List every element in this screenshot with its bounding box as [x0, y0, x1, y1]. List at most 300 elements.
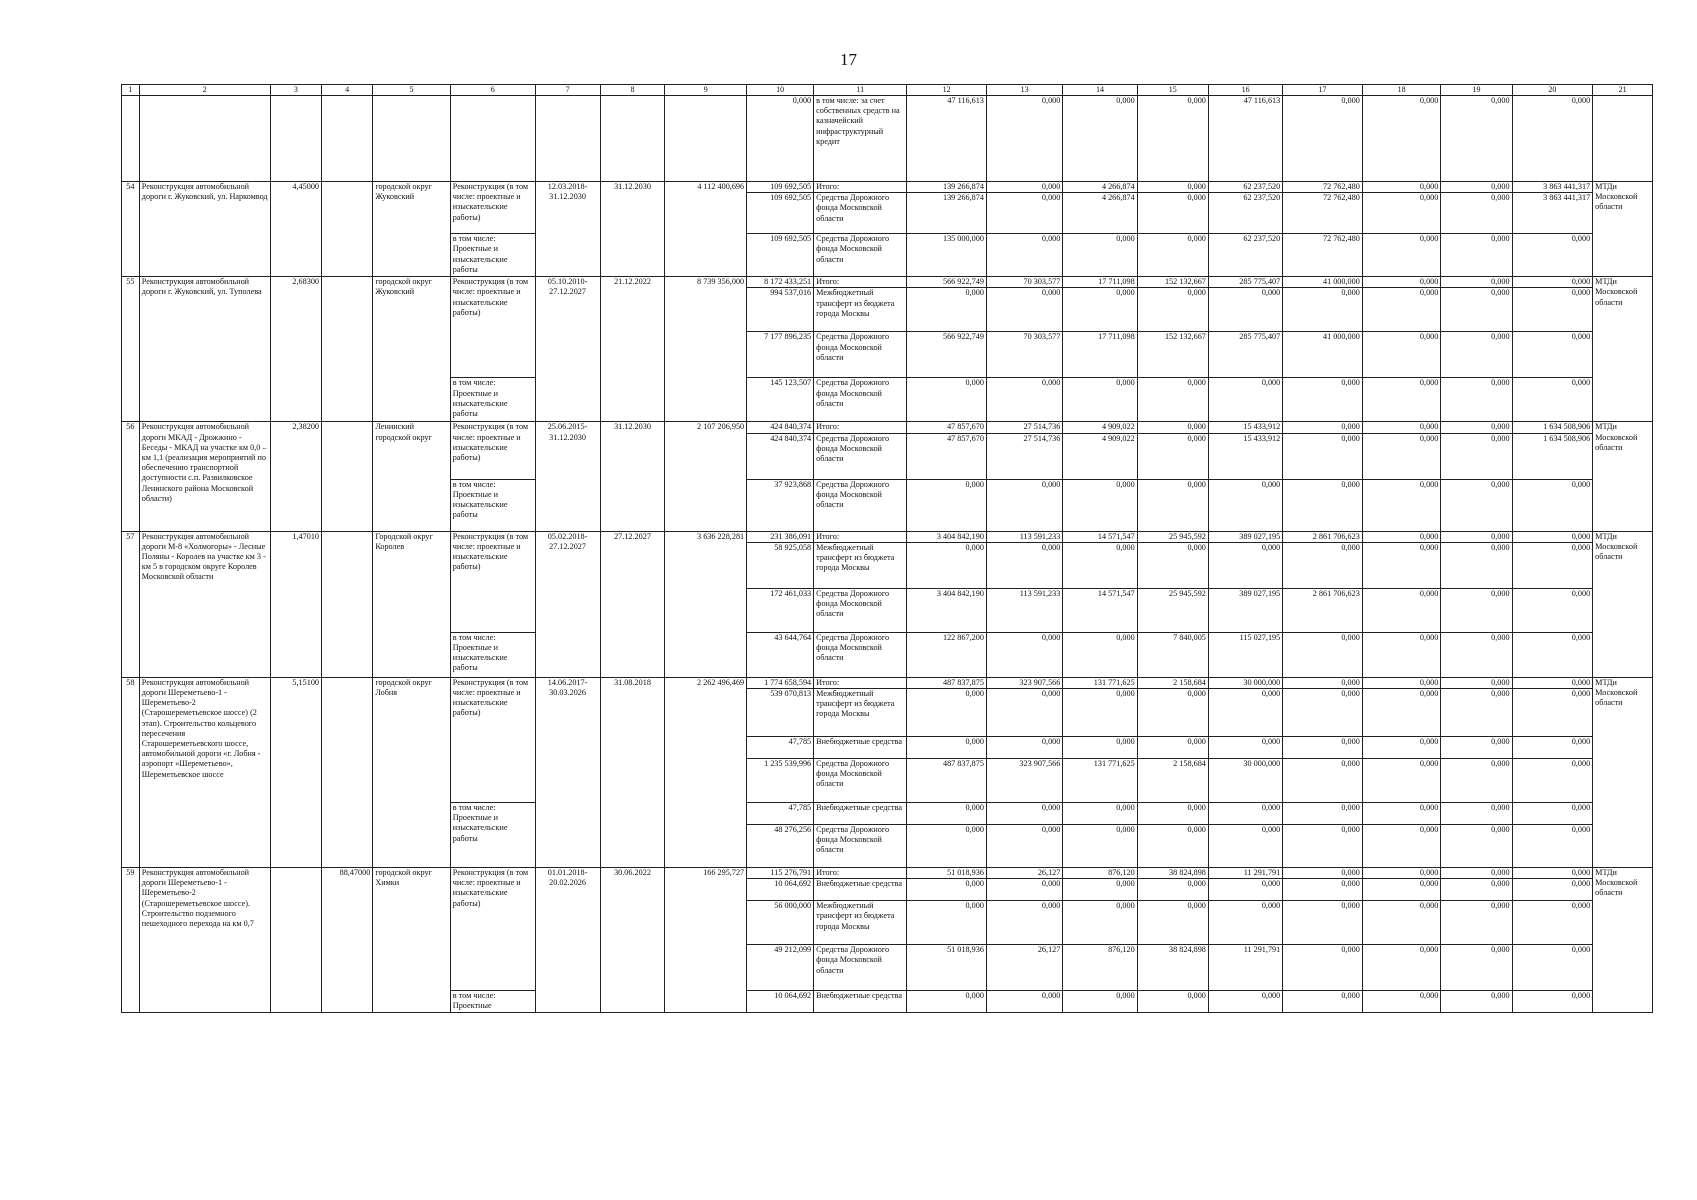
funding-source: Средства Дорожного фонда Московской области [814, 332, 907, 378]
year-amount: 0,000 [986, 803, 1062, 825]
funding-source: Итого: [814, 182, 907, 193]
year-amount: 0,000 [1063, 542, 1137, 588]
year-amount: 0,000 [1283, 632, 1363, 677]
year-amount: 0,000 [1362, 234, 1441, 277]
continuation-value: 0,000 [1512, 96, 1593, 182]
year-amount: 0,000 [1362, 531, 1441, 542]
year-amount: 0,000 [1283, 879, 1363, 901]
table-row [122, 677, 1653, 688]
funding-source: Межбюджетный трансферт из бюджета города Москвы [814, 689, 907, 737]
funding-source: Внебюджетные средства [814, 879, 907, 901]
financed-amount: 7 177 896,235 [747, 332, 814, 378]
year-amount: 0,000 [1283, 542, 1363, 588]
year-amount: 115 027,195 [1208, 632, 1282, 677]
funding-source: Итого: [814, 868, 907, 879]
year-amount: 0,000 [1441, 759, 1512, 803]
year-amount: 135 000,000 [907, 234, 987, 277]
responsible-body: МТДи Московской области [1593, 277, 1653, 422]
year-amount: 0,000 [1362, 433, 1441, 479]
year-amount: 0,000 [986, 479, 1062, 531]
year-amount: 0,000 [1441, 193, 1512, 234]
financed-amount: 37 923,868 [747, 479, 814, 531]
year-amount: 0,000 [986, 737, 1062, 759]
year-amount: 0,000 [1137, 378, 1208, 422]
year-amount: 389 027,195 [1208, 531, 1282, 542]
year-amount: 0,000 [1512, 879, 1593, 901]
year-amount: 17 711,098 [1063, 277, 1137, 288]
empty-cell [270, 96, 321, 182]
project-name: Реконструкция автомобильной дороги г. Жуковский, ул. Туполева [139, 277, 270, 422]
project-number: 54 [122, 182, 140, 277]
column-number-cell: 21 [1593, 85, 1653, 96]
year-amount: 30 000,000 [1208, 677, 1282, 688]
year-amount: 0,000 [1283, 945, 1363, 991]
financed-amount: 109 692,505 [747, 234, 814, 277]
completion-date: 31.12.2030 [600, 182, 665, 277]
year-amount: 0,000 [1137, 879, 1208, 901]
continuation-value: 0,000 [1362, 96, 1441, 182]
year-amount: 7 840,005 [1137, 632, 1208, 677]
financed-amount: 172 461,033 [747, 588, 814, 632]
year-amount: 27 514,736 [986, 433, 1062, 479]
funding-source: Итого: [814, 422, 907, 433]
year-amount: 0,000 [1063, 632, 1137, 677]
year-amount: 0,000 [1441, 901, 1512, 945]
year-amount: 0,000 [1137, 193, 1208, 234]
year-amount: 0,000 [1208, 737, 1282, 759]
work-period: 05.10.2010-27.12.2027 [535, 277, 600, 422]
year-amount: 0,000 [986, 182, 1062, 193]
estimated-cost: 3 636 228,281 [665, 531, 747, 677]
year-amount: 0,000 [1137, 182, 1208, 193]
year-amount: 0,000 [986, 234, 1062, 277]
financed-amount: 424 840,374 [747, 433, 814, 479]
year-amount: 0,000 [1283, 737, 1363, 759]
funding-source: Внебюджетные средства [814, 991, 907, 1013]
column-number-cell: 10 [747, 85, 814, 96]
year-amount: 0,000 [1441, 277, 1512, 288]
project-name: Реконструкция автомобильной дороги Шереметьево-1 - Шереметьево-2 (Старошереметьевское шоссе) (2 этап). Строительство кольцевого пересечения Старошереметьевского шоссе, автомобильной дороги «г. Лобня - аэропорт «Шереметьево», Шереметьевское шоссе [139, 677, 270, 867]
year-amount: 0,000 [1063, 879, 1137, 901]
continuation-value: 0,000 [1137, 96, 1208, 182]
year-amount: 0,000 [1137, 433, 1208, 479]
year-amount: 0,000 [1362, 901, 1441, 945]
completion-date: 31.12.2030 [600, 422, 665, 531]
year-amount: 0,000 [1063, 825, 1137, 868]
funding-source: Итого: [814, 277, 907, 288]
year-amount: 389 027,195 [1208, 588, 1282, 632]
municipality: городской округ Жуковский [373, 277, 450, 422]
funding-source: Средства Дорожного фонда Московской области [814, 588, 907, 632]
year-amount: 0,000 [1283, 868, 1363, 879]
year-amount: 0,000 [1441, 234, 1512, 277]
empty-cell [122, 96, 140, 182]
year-amount: 0,000 [1441, 825, 1512, 868]
year-amount: 0,000 [1441, 588, 1512, 632]
estimated-cost: 166 295,727 [665, 868, 747, 1013]
year-amount: 0,000 [1208, 542, 1282, 588]
continuation-value: 0,000 [1441, 96, 1512, 182]
financed-amount: 1 774 658,594 [747, 677, 814, 688]
empty-cell [665, 96, 747, 182]
estimated-cost: 2 262 496,469 [665, 677, 747, 867]
year-amount: 0,000 [1137, 234, 1208, 277]
year-amount: 62 237,520 [1208, 182, 1282, 193]
year-amount: 0,000 [1137, 901, 1208, 945]
year-amount: 0,000 [1208, 879, 1282, 901]
year-amount: 0,000 [1362, 632, 1441, 677]
municipality: Городской округ Королев [373, 531, 450, 677]
year-amount: 0,000 [1063, 991, 1137, 1013]
year-amount: 1 634 508,906 [1512, 422, 1593, 433]
responsible-body: МТДи Московской области [1593, 677, 1653, 867]
year-amount: 0,000 [1441, 737, 1512, 759]
year-amount: 285 775,407 [1208, 332, 1282, 378]
table-row [122, 531, 1653, 542]
year-amount: 131 771,625 [1063, 759, 1137, 803]
estimated-cost: 8 739 356,000 [665, 277, 747, 422]
column-number-cell: 3 [270, 85, 321, 96]
year-amount: 131 771,625 [1063, 677, 1137, 688]
continuation-value: 47 116,613 [1208, 96, 1282, 182]
year-amount: 0,000 [986, 193, 1062, 234]
year-amount: 0,000 [986, 378, 1062, 422]
column-number-row [122, 85, 1653, 96]
year-amount: 0,000 [1362, 182, 1441, 193]
year-amount: 72 762,480 [1283, 182, 1363, 193]
year-amount: 30 000,000 [1208, 759, 1282, 803]
year-amount: 0,000 [1137, 737, 1208, 759]
estimated-cost: 4 112 400,696 [665, 182, 747, 277]
financed-amount: 43 644,764 [747, 632, 814, 677]
year-amount: 47 857,670 [907, 433, 987, 479]
funding-source: Итого: [814, 531, 907, 542]
year-amount: 0,000 [1063, 288, 1137, 332]
year-amount: 17 711,098 [1063, 332, 1137, 378]
year-amount: 0,000 [1512, 825, 1593, 868]
column-number-cell: 12 [907, 85, 987, 96]
year-amount: 0,000 [1512, 901, 1593, 945]
completion-date: 30.06.2022 [600, 868, 665, 1013]
responsible-body: МТДи Московской области [1593, 868, 1653, 1013]
year-amount: 0,000 [1362, 737, 1441, 759]
year-amount: 25 945,592 [1137, 588, 1208, 632]
year-amount: 0,000 [1283, 991, 1363, 1013]
funding-table [121, 84, 1653, 1013]
year-amount: 0,000 [1362, 479, 1441, 531]
project-length-col3: 5,15100 [270, 677, 321, 867]
year-amount: 70 303,577 [986, 332, 1062, 378]
project-length-col4 [322, 531, 373, 677]
page-number: 17 [840, 50, 857, 69]
empty-cell [373, 96, 450, 182]
column-number-cell: 9 [665, 85, 747, 96]
funding-source: Межбюджетный трансферт из бюджета города Москвы [814, 901, 907, 945]
funding-source: Межбюджетный трансферт из бюджета города Москвы [814, 288, 907, 332]
year-amount: 0,000 [907, 479, 987, 531]
year-amount: 0,000 [1208, 479, 1282, 531]
project-length-col3: 4,45000 [270, 182, 321, 277]
municipality: городской округ Лобня [373, 677, 450, 867]
year-amount: 0,000 [986, 542, 1062, 588]
year-amount: 0,000 [1362, 277, 1441, 288]
column-number-cell: 18 [1362, 85, 1441, 96]
year-amount: 0,000 [986, 288, 1062, 332]
column-number-cell: 16 [1208, 85, 1282, 96]
year-amount: 0,000 [1441, 288, 1512, 332]
year-amount: 0,000 [1441, 945, 1512, 991]
funding-source: Средства Дорожного фонда Московской области [814, 632, 907, 677]
year-amount: 0,000 [1512, 288, 1593, 332]
financed-amount: 109 692,505 [747, 182, 814, 193]
year-amount: 26,127 [986, 868, 1062, 879]
year-amount: 0,000 [1362, 422, 1441, 433]
year-amount: 11 291,791 [1208, 868, 1282, 879]
project-number: 56 [122, 422, 140, 531]
year-amount: 0,000 [1208, 825, 1282, 868]
year-amount: 4 909,022 [1063, 433, 1137, 479]
year-amount: 0,000 [1362, 825, 1441, 868]
year-amount: 3 863 441,317 [1512, 193, 1593, 234]
work-period: 12.03.2018-31.12.2030 [535, 182, 600, 277]
year-amount: 0,000 [1512, 689, 1593, 737]
year-amount: 51 018,936 [907, 868, 987, 879]
year-amount: 0,000 [1441, 422, 1512, 433]
work-period: 05.02.2018-27.12.2027 [535, 531, 600, 677]
year-amount: 113 591,233 [986, 531, 1062, 542]
work-type-design: в том числе: Проектные и изыскательские работы [450, 803, 535, 868]
year-amount: 14 571,547 [1063, 531, 1137, 542]
responsible-body: МТДи Московской области [1593, 182, 1653, 277]
continuation-row [122, 96, 1653, 182]
financed-amount: 231 386,091 [747, 531, 814, 542]
year-amount: 152 132,667 [1137, 332, 1208, 378]
year-amount: 487 837,875 [907, 759, 987, 803]
year-amount: 0,000 [1283, 433, 1363, 479]
year-amount: 0,000 [1441, 332, 1512, 378]
funding-source: Внебюджетные средства [814, 737, 907, 759]
year-amount: 3 863 441,317 [1512, 182, 1593, 193]
project-length-col3: 2,68300 [270, 277, 321, 422]
year-amount: 0,000 [1283, 759, 1363, 803]
year-amount: 0,000 [1441, 433, 1512, 479]
year-amount: 113 591,233 [986, 588, 1062, 632]
year-amount: 0,000 [1441, 182, 1512, 193]
year-amount: 0,000 [1063, 689, 1137, 737]
year-amount: 0,000 [1512, 277, 1593, 288]
funding-source: Внебюджетные средства [814, 803, 907, 825]
year-amount: 0,000 [1512, 759, 1593, 803]
year-amount: 0,000 [907, 825, 987, 868]
year-amount: 323 907,566 [986, 759, 1062, 803]
work-period: 01.01.2018-20.02.2026 [535, 868, 600, 1013]
year-amount: 0,000 [1283, 803, 1363, 825]
year-amount: 1 634 508,906 [1512, 433, 1593, 479]
year-amount: 0,000 [1137, 542, 1208, 588]
year-amount: 0,000 [1512, 803, 1593, 825]
table-row [122, 182, 1653, 193]
financed-amount: 10 064,692 [747, 991, 814, 1013]
year-amount: 0,000 [1137, 479, 1208, 531]
year-amount: 27 514,736 [986, 422, 1062, 433]
year-amount: 0,000 [1512, 945, 1593, 991]
project-length-col3: 1,47010 [270, 531, 321, 677]
funding-source: Средства Дорожного фонда Московской области [814, 825, 907, 868]
year-amount: 0,000 [1441, 542, 1512, 588]
year-amount: 0,000 [1063, 803, 1137, 825]
year-amount: 0,000 [1512, 632, 1593, 677]
year-amount: 0,000 [1441, 868, 1512, 879]
year-amount: 0,000 [1362, 759, 1441, 803]
continuation-value: 0,000 [1283, 96, 1363, 182]
year-amount: 0,000 [1283, 825, 1363, 868]
year-amount: 15 433,912 [1208, 422, 1282, 433]
year-amount: 0,000 [1208, 378, 1282, 422]
empty-cell [322, 96, 373, 182]
project-name: Реконструкция автомобильной дороги Шереметьево-1 - Шереметьево-2 (Старошереметьевское шоссе). Строительство подземного пешеходного перехода на км 0,7 [139, 868, 270, 1013]
year-amount: 4 266,874 [1063, 182, 1137, 193]
column-number-cell: 11 [814, 85, 907, 96]
column-number-cell: 5 [373, 85, 450, 96]
year-amount: 11 291,791 [1208, 945, 1282, 991]
financed-amount: 109 692,505 [747, 193, 814, 234]
year-amount: 2 158,684 [1137, 677, 1208, 688]
year-amount: 2 861 706,623 [1283, 531, 1363, 542]
column-number-cell: 7 [535, 85, 600, 96]
year-amount: 0,000 [1208, 689, 1282, 737]
completion-date: 21.12.2022 [600, 277, 665, 422]
empty-cell [450, 96, 535, 182]
financed-amount: 539 070,813 [747, 689, 814, 737]
financed-amount: 145 123,507 [747, 378, 814, 422]
year-amount: 0,000 [1063, 479, 1137, 531]
funding-source: Средства Дорожного фонда Московской области [814, 759, 907, 803]
municipality: городской округ Жуковский [373, 182, 450, 277]
year-amount: 0,000 [907, 689, 987, 737]
column-number-cell: 19 [1441, 85, 1512, 96]
year-amount: 0,000 [1137, 803, 1208, 825]
work-type: Реконструкция (в том числе: проектные и изыскательские работы) [450, 422, 535, 479]
year-amount: 876,120 [1063, 868, 1137, 879]
column-number-cell: 15 [1137, 85, 1208, 96]
column-number-header [122, 85, 1653, 96]
year-amount: 4 266,874 [1063, 193, 1137, 234]
year-amount: 0,000 [986, 632, 1062, 677]
year-amount: 0,000 [1512, 868, 1593, 879]
table-row [122, 422, 1653, 433]
completion-date: 31.08.2018 [600, 677, 665, 867]
completion-date: 27.12.2027 [600, 531, 665, 677]
year-amount: 0,000 [907, 288, 987, 332]
year-amount: 15 433,912 [1208, 433, 1282, 479]
year-amount: 0,000 [986, 879, 1062, 901]
year-amount: 38 824,898 [1137, 868, 1208, 879]
municipality: городской округ Химки [373, 868, 450, 1013]
year-amount: 566 922,749 [907, 277, 987, 288]
continuation-value: 0,000 [986, 96, 1062, 182]
year-amount: 0,000 [907, 879, 987, 901]
financed-amount: 10 064,692 [747, 879, 814, 901]
year-amount: 0,000 [1362, 803, 1441, 825]
column-number-cell: 2 [139, 85, 270, 96]
year-amount: 0,000 [1137, 991, 1208, 1013]
year-amount: 0,000 [1441, 632, 1512, 677]
year-amount: 0,000 [907, 803, 987, 825]
year-amount: 3 404 842,190 [907, 588, 987, 632]
responsible-body: МТДи Московской области [1593, 531, 1653, 677]
year-amount: 0,000 [1208, 288, 1282, 332]
responsible-body: МТДи Московской области [1593, 422, 1653, 531]
table-row [122, 868, 1653, 879]
funding-source: Средства Дорожного фонда Московской области [814, 378, 907, 422]
year-amount: 0,000 [1063, 378, 1137, 422]
year-amount: 0,000 [1362, 868, 1441, 879]
project-name: Реконструкция автомобильной дороги МКАД - Дрожжино - Беседы - МКАД на участке км 0,0 – км 1,1 (реализация мероприятий по обеспечению транспортной доступности с.п. Развилковское Ленинского района Московской области) [139, 422, 270, 531]
financed-amount: 1 235 539,996 [747, 759, 814, 803]
year-amount: 0,000 [1512, 234, 1593, 277]
continuation-value: 47 116,613 [907, 96, 987, 182]
financed-amount: 47,785 [747, 737, 814, 759]
year-amount: 0,000 [1283, 901, 1363, 945]
year-amount: 14 571,547 [1063, 588, 1137, 632]
empty-cell [1593, 96, 1653, 182]
year-amount: 0,000 [1137, 422, 1208, 433]
project-length-col4 [322, 422, 373, 531]
financed-amount: 994 537,016 [747, 288, 814, 332]
municipality: Ленинский городской округ [373, 422, 450, 531]
continuation-col11: в том числе: за счет собственных средств на казначейский инфраструктурный кредит [814, 96, 907, 182]
financed-amount: 8 172 433,251 [747, 277, 814, 288]
column-number-cell: 6 [450, 85, 535, 96]
work-type-design: в том числе: Проектные и изыскательские работы [450, 632, 535, 677]
year-amount: 0,000 [1283, 378, 1363, 422]
funding-source: Средства Дорожного фонда Московской области [814, 433, 907, 479]
year-amount: 72 762,480 [1283, 193, 1363, 234]
year-amount: 0,000 [1283, 422, 1363, 433]
year-amount: 0,000 [1362, 588, 1441, 632]
work-type-design: в том числе: Проектные и изыскательские работы [450, 378, 535, 422]
year-amount: 152 132,667 [1137, 277, 1208, 288]
year-amount: 0,000 [1512, 737, 1593, 759]
work-type: Реконструкция (в том числе: проектные и изыскательские работы) [450, 531, 535, 632]
year-amount: 0,000 [1063, 234, 1137, 277]
year-amount: 0,000 [907, 378, 987, 422]
year-amount: 70 303,577 [986, 277, 1062, 288]
year-amount: 0,000 [1362, 193, 1441, 234]
year-amount: 0,000 [1063, 737, 1137, 759]
column-number-cell: 17 [1283, 85, 1363, 96]
estimated-cost: 2 107 206,950 [665, 422, 747, 531]
work-period: 25.06.2015-31.12.2030 [535, 422, 600, 531]
year-amount: 285 775,407 [1208, 277, 1282, 288]
column-number-cell: 1 [122, 85, 140, 96]
year-amount: 0,000 [1441, 879, 1512, 901]
year-amount: 0,000 [1362, 991, 1441, 1013]
column-number-cell: 20 [1512, 85, 1593, 96]
project-length-col4 [322, 277, 373, 422]
year-amount: 0,000 [1441, 378, 1512, 422]
financed-amount: 115 276,791 [747, 868, 814, 879]
funding-source: Средства Дорожного фонда Московской области [814, 193, 907, 234]
funding-source: Средства Дорожного фонда Московской области [814, 479, 907, 531]
year-amount: 0,000 [986, 991, 1062, 1013]
year-amount: 0,000 [1362, 542, 1441, 588]
year-amount: 0,000 [1137, 689, 1208, 737]
year-amount: 0,000 [1362, 677, 1441, 688]
financed-amount: 49 212,099 [747, 945, 814, 991]
year-amount: 0,000 [1362, 879, 1441, 901]
year-amount: 0,000 [1283, 689, 1363, 737]
